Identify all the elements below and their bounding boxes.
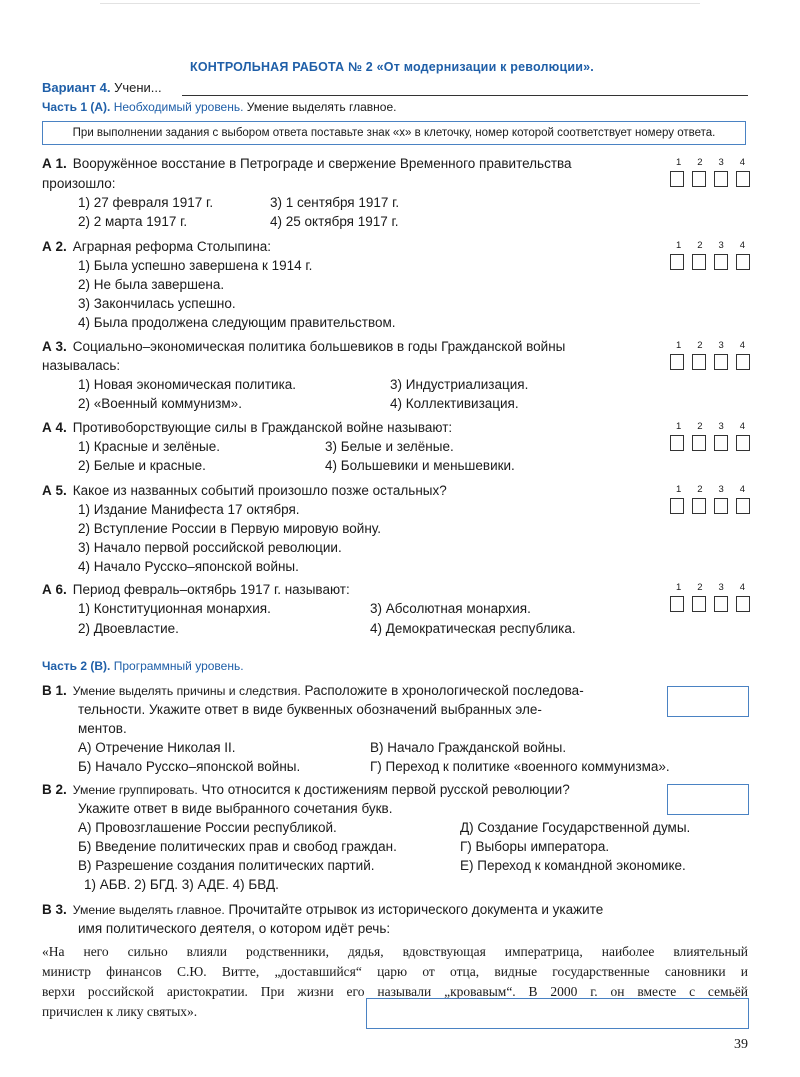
question-a1 xyxy=(42,156,572,171)
answer-checkbox-4[interactable] xyxy=(736,596,750,612)
answer-grid-a1: 1 2 3 4 xyxy=(670,157,750,187)
part1-skill: Умение выделять главное. xyxy=(246,100,397,114)
part1-label: Часть 1 (А). xyxy=(42,100,111,114)
option: А) Провозглашение России республикой. xyxy=(78,820,337,835)
part2-label: Часть 2 (В). xyxy=(42,659,111,673)
student-label: Учени... xyxy=(114,80,162,95)
question-skill: Умение выделять главное. xyxy=(72,903,225,917)
answer-grid-a6: 1 2 3 4 xyxy=(670,582,750,612)
option: А) Отречение Николая II. xyxy=(78,740,236,755)
option: Б) Начало Русско–японской войны. xyxy=(78,759,301,774)
question-text: Социально–экономическая политика большевиков в годы Гражданской войны xyxy=(72,339,566,354)
answer-grid-a2: 1 2 3 4 xyxy=(670,240,750,270)
answer-checkbox-1[interactable] xyxy=(670,498,684,514)
option: Е) Переход к командной экономике. xyxy=(460,858,686,873)
excerpt-line: министр финансов С.Ю. Витте, „доставшийся“ царю от отца, видные государственные сановники и xyxy=(42,964,748,979)
option: Б) Введение политических прав и свобод граждан. xyxy=(78,839,397,854)
answer-checkbox-1[interactable] xyxy=(670,354,684,370)
page-number: 39 xyxy=(734,1037,748,1052)
answer-checkbox-3[interactable] xyxy=(714,498,728,514)
question-text-cont: произошло: xyxy=(42,176,116,191)
option: 2) Не была завершена. xyxy=(78,277,225,292)
answer-checkbox-1[interactable] xyxy=(670,171,684,187)
answer-checkbox-1[interactable] xyxy=(670,254,684,270)
option: 1) Была успешно завершена к 1914 г. xyxy=(78,258,313,273)
question-text: Расположите в хронологической последова- xyxy=(304,683,584,698)
option: 1) Издание Манифеста 17 октября. xyxy=(78,502,300,517)
option: В) Разрешение создания политических партий. xyxy=(78,858,375,873)
question-text: Период февраль–октябрь 1917 г. называют: xyxy=(72,582,350,597)
option: В) Начало Гражданской войны. xyxy=(370,740,567,755)
question-text: Прочитайте отрывок из исторического документа и укажите xyxy=(228,902,604,917)
question-text: Что относится к достижениям первой русской революции? xyxy=(201,782,570,797)
question-text-cont: Укажите ответ в виде выбранного сочетания букв. xyxy=(78,801,393,816)
part2-heading xyxy=(42,659,244,673)
answer-checkbox-4[interactable] xyxy=(736,435,750,451)
part1-level: Необходимый уровень. xyxy=(113,100,244,114)
student-name-field[interactable] xyxy=(182,95,748,96)
option: 3) Начало первой российской революции. xyxy=(78,540,342,555)
answer-checkbox-3[interactable] xyxy=(714,171,728,187)
question-skill: Умение группировать. xyxy=(72,783,198,797)
option: 2) Двоевластие. xyxy=(78,621,179,636)
option: Д) Создание Государственной думы. xyxy=(460,820,691,835)
option: 2) Вступление России в Первую мировую войну. xyxy=(78,521,381,536)
option: 1) Конституционная монархия. xyxy=(78,601,271,616)
answer-checkbox-4[interactable] xyxy=(736,254,750,270)
option: 2) «Военный коммунизм». xyxy=(78,396,242,411)
answer-field-b3[interactable] xyxy=(366,998,749,1029)
answer-checkbox-2[interactable] xyxy=(692,498,706,514)
question-text: Какое из названных событий произошло позже остальных? xyxy=(72,483,447,498)
question-b2 xyxy=(42,782,570,797)
question-number: А 6. xyxy=(42,582,67,597)
option: 4) Коллективизация. xyxy=(390,396,519,411)
option: 3) 1 сентября 1917 г. xyxy=(270,195,400,210)
question-b3 xyxy=(42,902,603,917)
question-number: В 1. xyxy=(42,683,67,698)
option: 3) Белые и зелёные. xyxy=(325,439,454,454)
option: 2) Белые и красные. xyxy=(78,458,206,473)
question-text: Противоборствующие силы в Гражданской войне называют: xyxy=(72,420,453,435)
answer-checkbox-1[interactable] xyxy=(670,596,684,612)
option: 4) Большевики и меньшевики. xyxy=(325,458,515,473)
question-text-cont: имя политического деятеля, о котором идёт речь: xyxy=(78,921,391,936)
option: 1) 27 февраля 1917 г. xyxy=(78,195,214,210)
answer-checkbox-4[interactable] xyxy=(736,171,750,187)
variant-line xyxy=(42,80,162,95)
option: Г) Переход к политике «военного коммунизма». xyxy=(370,759,670,774)
top-rule xyxy=(100,3,700,4)
answer-grid-a3: 1 2 3 4 xyxy=(670,340,750,370)
option: 3) Абсолютная монархия. xyxy=(370,601,531,616)
question-number: А 4. xyxy=(42,420,67,435)
question-text: Вооружённое восстание в Петрограде и свержение Временного правительства xyxy=(72,156,572,171)
answer-checkbox-2[interactable] xyxy=(692,435,706,451)
question-text-cont: тельности. Укажите ответ в виде буквенных обозначений выбранных эле- xyxy=(78,702,542,717)
option: 4) 25 октября 1917 г. xyxy=(270,214,399,229)
variant-label: Вариант 4. xyxy=(42,80,111,95)
excerpt-line: «На него сильно влияли родственники, дядья, вдовствующая императрица, наиболее влиятельный xyxy=(42,944,748,959)
answer-checkbox-4[interactable] xyxy=(736,498,750,514)
question-a2 xyxy=(42,239,271,254)
question-number: В 2. xyxy=(42,782,67,797)
question-text-cont: ментов. xyxy=(78,721,127,736)
answer-checkbox-3[interactable] xyxy=(714,435,728,451)
answer-grid-a4: 1 2 3 4 xyxy=(670,421,750,451)
question-number: А 5. xyxy=(42,483,67,498)
excerpt-line: верхи российской аристократии. При жизни его называли „кровавым“. В 2000 г. он вместе с семьёй xyxy=(42,984,748,999)
test-title: КОНТРОЛЬНАЯ РАБОТА № 2 «От модернизации к революции». xyxy=(190,60,594,74)
answer-field-b2[interactable] xyxy=(667,784,749,815)
answer-grid-a5: 1 2 3 4 xyxy=(670,484,750,514)
question-skill: Умение выделять причины и следствия. xyxy=(72,684,301,698)
part1-heading xyxy=(42,100,396,114)
answer-checkbox-2[interactable] xyxy=(692,596,706,612)
answer-checkbox-2[interactable] xyxy=(692,171,706,187)
question-number: А 1. xyxy=(42,156,67,171)
question-number: А 2. xyxy=(42,239,67,254)
question-b1 xyxy=(42,683,584,698)
option: 3) Индустриализация. xyxy=(390,377,529,392)
question-a5 xyxy=(42,483,447,498)
excerpt-line: причислен к лику святых». xyxy=(42,1004,198,1019)
instruction-box: При выполнении задания с выбором ответа поставьте знак «х» в клеточку, номер которой соответствует номеру ответа. xyxy=(42,121,746,145)
option: 3) Закончилась успешно. xyxy=(78,296,236,311)
answer-checkbox-3[interactable] xyxy=(714,354,728,370)
answer-checkbox-1[interactable] xyxy=(670,435,684,451)
option: 4) Была продолжена следующим правительством. xyxy=(78,315,396,330)
option: 4) Начало Русско–японской войны. xyxy=(78,559,299,574)
answer-checkbox-3[interactable] xyxy=(714,254,728,270)
answer-checkbox-2[interactable] xyxy=(692,354,706,370)
question-text-cont: называлась: xyxy=(42,358,121,373)
part2-level: Программный уровень. xyxy=(113,659,244,673)
answer-checkbox-2[interactable] xyxy=(692,254,706,270)
question-text: Аграрная реформа Столыпина: xyxy=(72,239,272,254)
option: 4) Демократическая республика. xyxy=(370,621,576,636)
option: 2) 2 марта 1917 г. xyxy=(78,214,188,229)
answer-checkbox-4[interactable] xyxy=(736,354,750,370)
question-a6 xyxy=(42,582,350,597)
question-number: А 3. xyxy=(42,339,67,354)
question-number: В 3. xyxy=(42,902,67,917)
answer-field-b1[interactable] xyxy=(667,686,749,717)
option: Г) Выборы императора. xyxy=(460,839,610,854)
option: 1) Новая экономическая политика. xyxy=(78,377,297,392)
option: 1) Красные и зелёные. xyxy=(78,439,220,454)
question-a3 xyxy=(42,339,565,354)
question-a4 xyxy=(42,420,452,435)
answer-checkbox-3[interactable] xyxy=(714,596,728,612)
answer-combinations: 1) АБВ. 2) БГД. 3) АДЕ. 4) БВД. xyxy=(84,877,279,892)
